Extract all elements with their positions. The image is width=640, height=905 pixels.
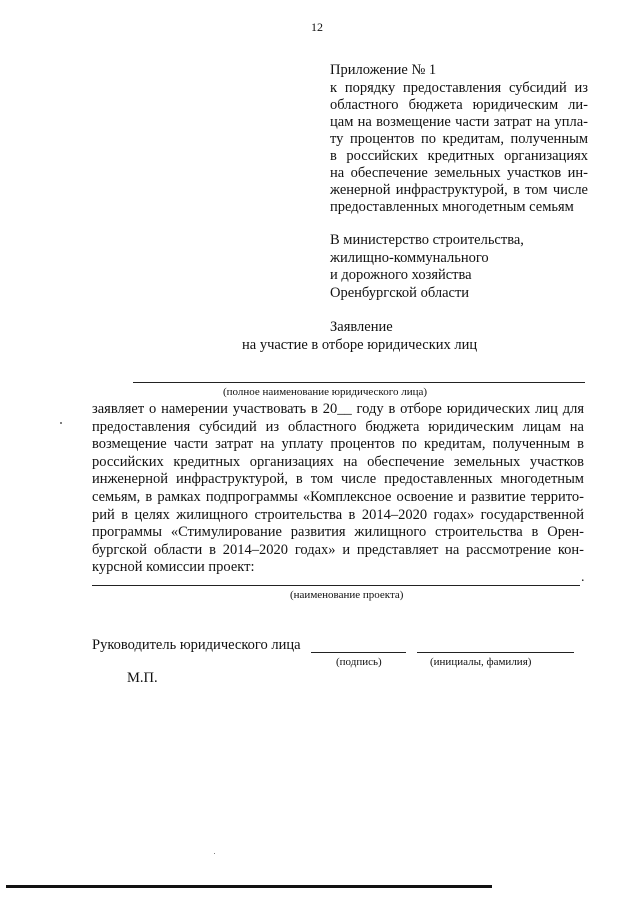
addressee-line: Оренбургской области (330, 284, 470, 301)
appendix-line: на обеспечение земельных участков ин- (330, 165, 588, 181)
body-line: предоставления субсидий из областного бюджета юридическим лицам на (92, 418, 584, 435)
appendix-line: областного бюджета юридическим ли- (330, 97, 588, 113)
appendix-description (330, 80, 588, 216)
project-caption: (наименование проекта) (290, 589, 404, 601)
name-caption: (инициалы, фамилия) (430, 656, 532, 668)
addressee-block (330, 232, 524, 302)
addressee-line: жилищно-коммунального (330, 249, 489, 266)
appendix-line: предоставленных многодетным семьям (330, 199, 574, 215)
stamp-label: М.П. (127, 670, 158, 686)
project-line-end: . (581, 570, 585, 585)
legal-entity-name-line[interactable] (133, 382, 585, 383)
signature-caption: (подпись) (336, 656, 382, 668)
page-number: 12 (311, 20, 323, 34)
body-line: инженерной инфраструктурой, в том числе предоставленных многодетным (92, 471, 584, 488)
body-line: рий в целях жилищного строительства в 2014–2020 годах» государственной (92, 506, 584, 523)
body-line: заявляет о намерении участвовать в 20__ году в отборе юридических лиц для (92, 401, 584, 417)
appendix-line: в российских кредитных организациях (330, 148, 588, 164)
application-body (92, 401, 584, 577)
appendix-title: Приложение № 1 (330, 62, 437, 78)
application-title: Заявление (330, 319, 393, 335)
scan-speck (60, 422, 62, 424)
body-line: программы «Стимулирование развития жилищного строительства в Орен- (92, 524, 584, 541)
appendix-line: женерной инфраструктурой, в том числе (330, 182, 588, 198)
body-line: возмещение части затрат на уплату процентов по кредитам, полученным в (92, 436, 584, 453)
body-line: семьям, в рамках подпрограммы «Комплексное освоение и развитие террито- (92, 488, 584, 505)
body-line: бургской области в 2014–2020 годах» и представляет на рассмотрение кон- (92, 541, 584, 558)
signature-line[interactable] (311, 652, 406, 653)
body-line: российских кредитных организациях на обеспечение земельных участков (92, 453, 584, 470)
appendix-line: цам на возмещение части затрат на упла- (330, 114, 588, 130)
appendix-line: к порядку предоставления субсидий из (330, 80, 588, 96)
scan-speck (214, 853, 215, 854)
name-line[interactable] (417, 652, 574, 653)
application-subtitle: на участие в отборе юридических лиц (242, 337, 478, 353)
legal-entity-caption: (полное наименование юридического лица) (223, 386, 428, 398)
signer-label: Руководитель юридического лица (92, 637, 301, 653)
scan-edge-bar (6, 885, 492, 888)
project-name-line[interactable] (92, 585, 580, 586)
body-line: курсной комиссии проект: (92, 559, 255, 576)
addressee-line: и дорожного хозяйства (330, 267, 472, 283)
addressee-line: В министерство строительства, (330, 232, 524, 248)
appendix-line: ту процентов по кредитам, полученным (330, 131, 588, 147)
